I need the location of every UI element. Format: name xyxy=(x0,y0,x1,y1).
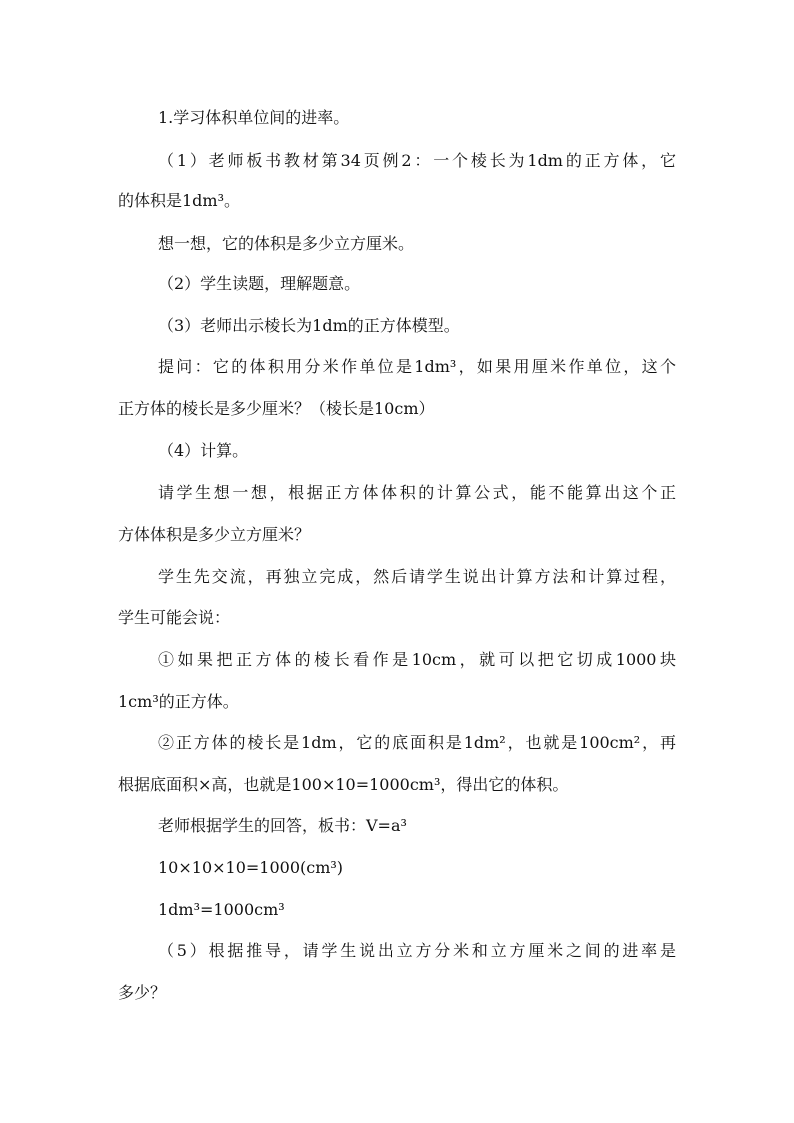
formula-line: 1dm³=1000cm³ xyxy=(158,900,285,919)
paragraph-line: ②正方体的棱长是1dm，它的底面积是1dm²，也就是100cm²，再 xyxy=(158,733,676,752)
paragraph-line: 老师根据学生的回答，板书：V=a³ xyxy=(158,816,407,835)
paragraph-line: （3）老师出示棱长为1dm的正方体模型。 xyxy=(158,316,460,335)
paragraph-line: （5）根据推导，请学生说出立方分米和立方厘米之间的进率是 xyxy=(158,941,676,960)
paragraph-line: （2）学生读题，理解题意。 xyxy=(158,274,361,293)
paragraph-line: 学生可能会说： xyxy=(118,608,231,627)
paragraph-line: （4）计算。 xyxy=(158,441,249,460)
paragraph-line: （1）老师板书教材第34页例2：一个棱长为1dm的正方体，它 xyxy=(158,151,676,170)
paragraph-line: 请学生想一想，根据正方体体积的计算公式，能不能算出这个正 xyxy=(158,483,676,502)
paragraph-line: 想一想，它的体积是多少立方厘米。 xyxy=(158,234,415,253)
paragraph-line: 学生先交流，再独立完成，然后请学生说出计算方法和计算过程， xyxy=(158,567,676,586)
section-heading: 1.学习体积单位间的进率。 xyxy=(158,108,350,127)
paragraph-line: 1cm³的正方体。 xyxy=(118,692,239,711)
paragraph-line: 根据底面积×高，也就是100×10=1000cm³，得出它的体积。 xyxy=(118,775,569,794)
paragraph-line: 提问：它的体积用分米作单位是1dm³，如果用厘米作单位，这个 xyxy=(158,357,676,376)
paragraph-line: 的体积是1dm³。 xyxy=(118,191,241,210)
paragraph-line: 正方体的棱长是多少厘米？（棱长是10cm） xyxy=(118,399,435,418)
formula-line: 10×10×10=1000(cm³) xyxy=(158,858,344,877)
paragraph-line: 方体体积是多少立方厘米？ xyxy=(118,525,311,544)
paragraph-line: ①如果把正方体的棱长看作是10cm，就可以把它切成1000块 xyxy=(158,650,676,669)
paragraph-line: 多少？ xyxy=(118,983,167,1002)
